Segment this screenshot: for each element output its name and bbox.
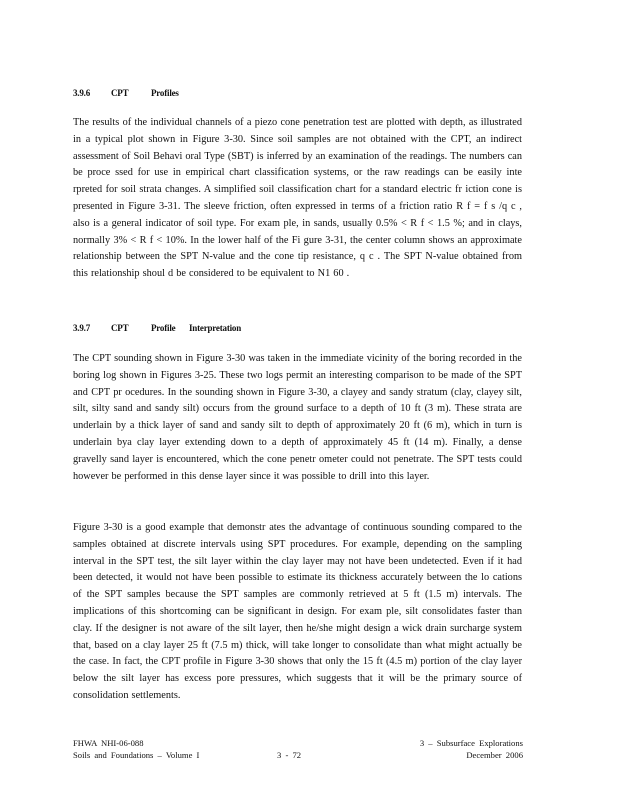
footer-chapter: 3 – Subsurface Explorations (419, 738, 523, 748)
paragraph-profile-interpretation: The CPT sounding shown in Figure 3-30 was taken in the immediate vicinity of the boring recorded in the boring log shown in Figures 3-25. These two logs permit an interesting comparison to be made of the SPT and CPT pr ocedures. In the sounding shown in Figure 3-30, a clayey and sandy stratum (clay, clayey silt, silt, silty sand and sandy silt) occurs from the ground surface to a depth of 10 ft (3 m). These strata are underlain by a thick layer of sand and sandy silt to depth of approximately 20 ft (6 m), which in turn is underlain bya clay layer extending down to a depth of approximately 45 ft (14 m). Finally, a dense gravelly sand layer is encountered, which the cone penetr ometer could not penetrate. The SPT tests could however be performed in this dense layer since it was possible to drill into this layer. (73, 353, 522, 482)
paragraph-cpt-profiles: The results of the individual channels of a piezo cone penetration test are plotted with depth, as illustrated in a typical plot shown in Figure 3-30. Since soil samples are not obtained with the CPT, an indirect assessment of Soil Behavi oral Type (SBT) is inferred by an examination of the readings. The numbers can be proce ssed for use in empirical chart classification systems, or the raw readings can be easily inte rpreted for soil strata changes. A simplified soil classification chart for a standard electric fr iction cone is presented in Figure 3-31. The sleeve friction, often expressed in terms of a friction ratio R f = f s /q c , also is a general indicator of soil type. For exam ple, in sands, usually 0.5% < R f < 1.5 %; and in clays, normally 3% < R f < 10%. In the lower half of the Fi gure 3-31, the center column shows an approximate relationship between the SPT N-value and the cone tip resistance, q c . The SPT N-value obtained from this relationship shoul d be considered to be equivalent to N1 60 . (73, 117, 522, 280)
heading-word: Profile (151, 323, 176, 333)
heading-word: Interpretation (189, 323, 242, 333)
footer-left (73, 738, 199, 761)
heading-word: Profiles (151, 88, 179, 98)
paragraph-continuous-sounding: Figure 3-30 is a good example that demonstr ates the advantage of continuous sounding compared to the samples obtained at discrete intervals using SPT procedures. For example, depending on the sampling interval in the SPT test, the silt layer within the clay layer may not have been undetected. Even if it had been detected, it would not have been possible to estimate its thickness accurately between the lo cations of the SPT samples because the SPT samples are commonly retrieved at 5 ft (1.5 m) intervals. The implications of this shortcoming can be significant in design. For exam ple, silt consolidates faster than clay. If the designer is not aware of the silt layer, then he/she might design a wick drain surcharge system that, based on a clay layer 25 ft (7.5 m) thick, will take longer to consolidate than what might actually be the case. In fact, the CPT profile in Figure 3-30 shows that only the 15 ft (4.5 m) portion of the clay layer below the silt layer has excess pore pressures, which suggests that it will be the primary source of consolidation settlements. (73, 522, 522, 701)
section-number: 3.9.6 (73, 88, 91, 98)
heading-word: CPT (111, 323, 129, 333)
heading-word: CPT (111, 88, 129, 98)
footer-right (413, 738, 523, 761)
section-heading-396 (73, 88, 179, 98)
footer-page-number: 3 - 72 (277, 750, 302, 760)
footer-volume: Soils and Foundations – Volume I (73, 749, 200, 760)
section-number: 3.9.7 (73, 323, 91, 333)
footer-report-number: FHWA NHI-06-088 (73, 738, 144, 748)
footer-date: December 2006 (466, 749, 523, 760)
section-heading-397 (73, 323, 241, 333)
